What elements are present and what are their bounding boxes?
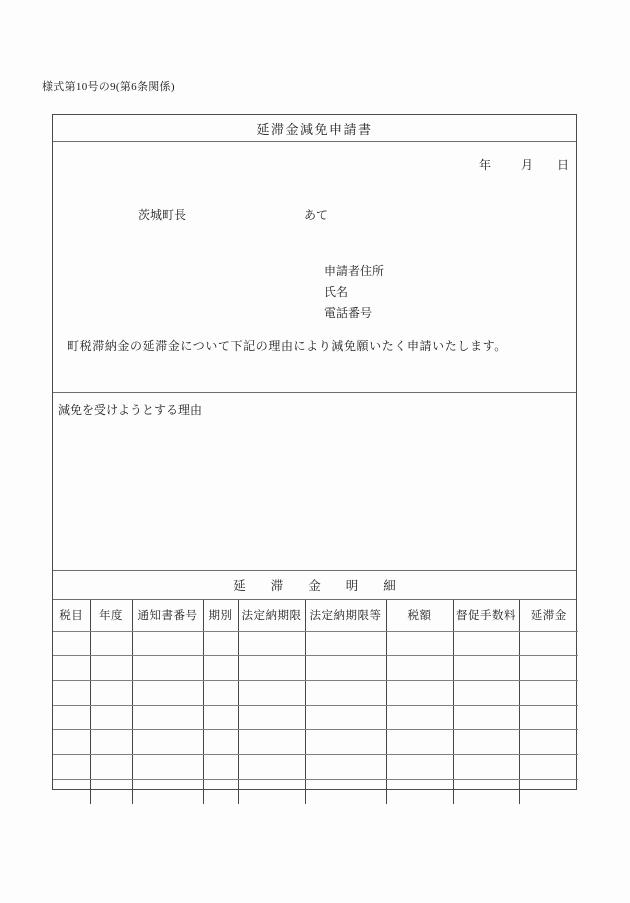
table-cell-empty [90, 631, 132, 656]
col-header-notice-number: 通知書番号 [132, 600, 203, 631]
form-number-label: 様式第10号の9(第6条関係) [42, 81, 175, 93]
detail-table-body [53, 631, 578, 804]
table-cell-empty [53, 730, 90, 755]
reason-label: 減免を受けようとする理由 [58, 403, 203, 417]
table-row [53, 631, 578, 656]
table-header-row [53, 600, 578, 631]
table-cell-empty [53, 779, 90, 804]
applicant-block [53, 261, 576, 324]
table-cell-empty [519, 730, 578, 755]
table-cell-empty [203, 680, 238, 705]
table-cell-empty [386, 680, 453, 705]
table-cell-empty [132, 754, 203, 779]
table-cell-empty [453, 705, 519, 730]
addressee-suffix: あて [304, 208, 329, 222]
form-title: 延滞金減免申請書 [53, 115, 576, 142]
col-header-tax-amount: 税額 [386, 600, 453, 631]
table-cell-empty [203, 754, 238, 779]
table-cell-empty [90, 656, 132, 681]
table-cell-empty [519, 779, 578, 804]
table-cell-empty [132, 705, 203, 730]
table-cell-empty [519, 754, 578, 779]
table-cell-empty [453, 656, 519, 681]
applicant-phone-label: 電話番号 [324, 306, 373, 320]
table-cell-empty [53, 631, 90, 656]
table-cell-empty [203, 730, 238, 755]
table-cell-empty [305, 680, 386, 705]
detail-table [53, 600, 578, 804]
table-cell-empty [132, 779, 203, 804]
table-cell-empty [238, 754, 305, 779]
table-cell-empty [132, 656, 203, 681]
table-cell-empty [203, 705, 238, 730]
table-cell-empty [305, 656, 386, 681]
table-cell-empty [453, 754, 519, 779]
col-header-statutory-due-etc: 法定納期限等 [305, 600, 386, 631]
form-box [52, 114, 577, 790]
addressee-name: 茨城町長 [138, 208, 187, 222]
table-cell-empty [90, 730, 132, 755]
table-cell-empty [90, 754, 132, 779]
col-header-statutory-due: 法定納期限 [238, 600, 305, 631]
table-cell-empty [305, 631, 386, 656]
date-line [53, 155, 576, 175]
table-cell-empty [453, 631, 519, 656]
addressee-line [53, 205, 576, 225]
table-cell-empty [132, 631, 203, 656]
table-cell-empty [386, 730, 453, 755]
table-cell-empty [386, 631, 453, 656]
table-cell-empty [238, 730, 305, 755]
table-cell-empty [132, 680, 203, 705]
table-cell-empty [238, 779, 305, 804]
table-cell-empty [519, 656, 578, 681]
table-cell-empty [519, 680, 578, 705]
declaration-text: 町税滞納金の延滞金について下記の理由により減免願いたく申請いたします。 [67, 339, 507, 353]
table-cell-empty [453, 730, 519, 755]
table-cell-empty [305, 730, 386, 755]
detail-title: 延 滞 金 明 細 [53, 571, 576, 600]
table-cell-empty [53, 680, 90, 705]
table-row [53, 730, 578, 755]
col-header-late-penalty: 延滞金 [519, 600, 578, 631]
day-label: 日 [556, 158, 569, 172]
table-cell-empty [203, 631, 238, 656]
month-label: 月 [520, 158, 533, 172]
table-cell-empty [90, 680, 132, 705]
table-row [53, 754, 578, 779]
col-header-fiscal-year: 年度 [90, 600, 132, 631]
table-cell-empty [53, 754, 90, 779]
table-cell-empty [238, 656, 305, 681]
table-cell-empty [203, 656, 238, 681]
year-label: 年 [478, 158, 491, 172]
table-cell-empty [90, 779, 132, 804]
table-row [53, 656, 578, 681]
table-cell-empty [238, 631, 305, 656]
applicant-address-label: 申請者住所 [324, 264, 385, 278]
table-cell-empty [238, 705, 305, 730]
table-cell-empty [53, 656, 90, 681]
reason-section [53, 393, 576, 571]
table-cell-empty [386, 754, 453, 779]
col-header-tax-type: 税目 [53, 600, 90, 631]
table-cell-empty [453, 779, 519, 804]
col-header-demand-fee: 督促手数料 [453, 600, 519, 631]
table-cell-empty [519, 631, 578, 656]
table-cell-empty [305, 754, 386, 779]
table-cell-empty [386, 656, 453, 681]
table-cell-empty [53, 705, 90, 730]
table-cell-empty [453, 680, 519, 705]
table-row [53, 680, 578, 705]
table-cell-empty [238, 680, 305, 705]
table-row [53, 779, 578, 804]
table-cell-empty [203, 779, 238, 804]
table-cell-empty [386, 779, 453, 804]
table-cell-empty [519, 705, 578, 730]
table-cell-empty [386, 705, 453, 730]
table-row [53, 705, 578, 730]
table-cell-empty [90, 705, 132, 730]
col-header-installment: 期別 [203, 600, 238, 631]
main-section [53, 155, 576, 393]
table-cell-empty [305, 779, 386, 804]
table-cell-empty [132, 730, 203, 755]
applicant-name-label: 氏名 [324, 285, 349, 299]
table-cell-empty [305, 705, 386, 730]
